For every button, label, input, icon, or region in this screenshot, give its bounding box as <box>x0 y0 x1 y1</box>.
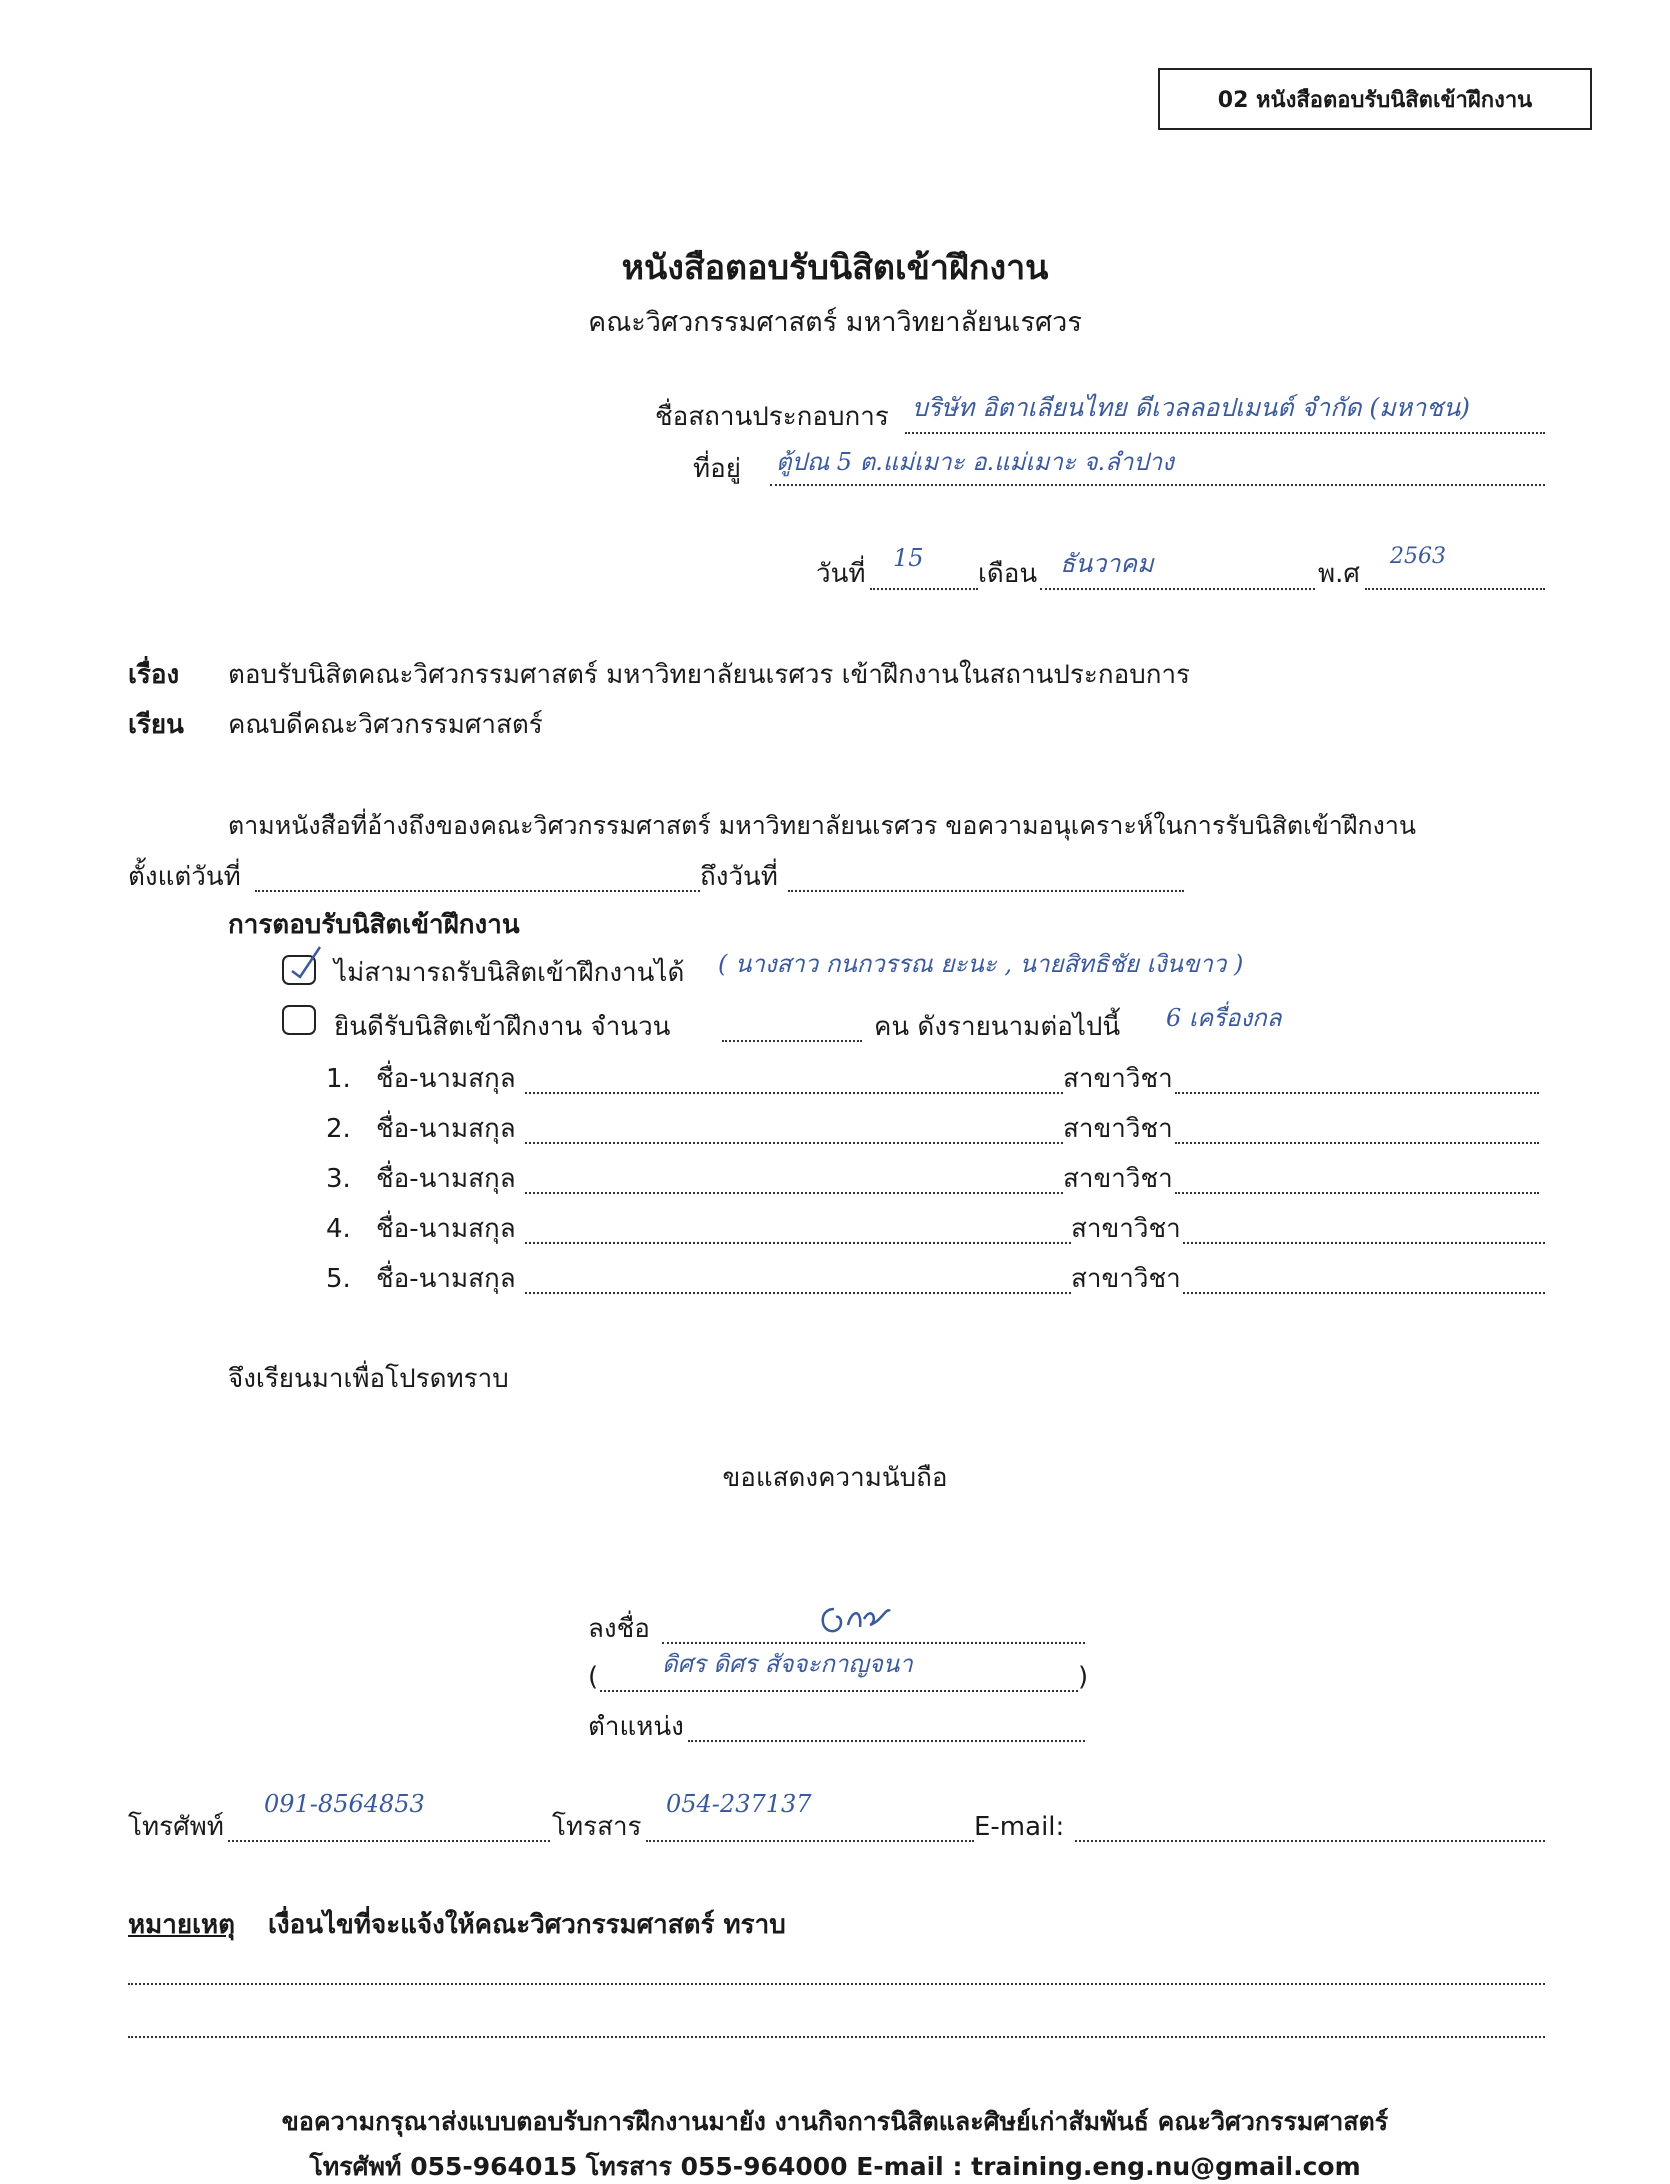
fax-label: โทรสาร <box>552 1812 642 1842</box>
from-date-line <box>255 890 700 892</box>
footer-line1: ขอความกรุณาส่งแบบตอบรับการฝึกงานมายัง งานกิจการนิสิตและศิษย์เก่าสัมพันธ์ คณะวิศวกรรมศาสตร์ <box>281 2107 1389 2136</box>
remark-line[interactable] <box>128 1983 1545 1985</box>
row-number: 3. <box>326 1164 351 1194</box>
phone-value[interactable]: 091-8564853 <box>264 1790 425 1818</box>
date-year-label: พ.ศ <box>1318 559 1360 589</box>
closing-regards: ขอแสดงความนับถือ <box>722 1463 948 1493</box>
remark-label: หมายเหตุ <box>128 1910 236 1940</box>
position-label: ตำแหน่ง <box>588 1712 684 1742</box>
to-text: คณบดีคณะวิศวกรรมศาสตร์ <box>228 710 543 740</box>
remark-text: เงื่อนไขที่จะแจ้งให้คณะวิศวกรรมศาสตร์ ทราบ <box>268 1910 786 1940</box>
email-label: E-mail: <box>974 1812 1065 1842</box>
row-name-label: ชื่อ-นามสกุล <box>376 1064 516 1094</box>
row-major-line[interactable] <box>1175 1142 1539 1144</box>
accept-unit-label: คน ดังรายนามต่อไปนี้ <box>874 1012 1121 1042</box>
date-day-label: วันที่ <box>816 559 866 589</box>
subject-label: เรื่อง <box>128 660 180 690</box>
date-month-line <box>1040 588 1315 590</box>
row-major-label: สาขาวิชา <box>1071 1214 1181 1244</box>
document-code: 02 หนังสือตอบรับนิสิตเข้าฝึกงาน <box>1217 87 1533 113</box>
signer-name[interactable]: ดิศร ดิศร สัจจะกาญจนา <box>662 1650 913 1678</box>
row-major-label: สาขาวิชา <box>1063 1164 1173 1194</box>
accept-option-label: ยินดีรับนิสิตเข้าฝึกงาน จำนวน <box>334 1012 671 1042</box>
signer-name-line <box>600 1690 1078 1692</box>
row-major-line[interactable] <box>1183 1292 1545 1294</box>
address-value[interactable]: ตู้ปณ 5 ต.แม่เมาะ อ.แม่เมาะ จ.ลำปาง <box>776 448 1174 476</box>
address-line <box>770 484 1545 486</box>
document-code-box <box>1158 68 1592 130</box>
check-mark-icon <box>286 943 326 983</box>
row-name-label: ชื่อ-นามสกุล <box>376 1264 516 1294</box>
row-name-line[interactable] <box>525 1242 1071 1244</box>
to-date-label: ถึงวันที่ <box>700 862 778 892</box>
row-name-line[interactable] <box>525 1142 1063 1144</box>
fax-line <box>646 1840 974 1842</box>
row-name-label: ชื่อ-นามสกุล <box>376 1114 516 1144</box>
from-date-label: ตั้งแต่วันที่ <box>128 862 241 892</box>
date-month-label: เดือน <box>978 559 1038 589</box>
row-name-label: ชื่อ-นามสกุล <box>376 1164 516 1194</box>
date-day-line <box>870 588 978 590</box>
company-name-line <box>905 432 1545 434</box>
fax-value[interactable]: 054-237137 <box>666 1790 812 1818</box>
position-line[interactable] <box>688 1740 1085 1742</box>
subject-text: ตอบรับนิสิตคณะวิศวกรรมศาสตร์ มหาวิทยาลัยนเรศวร เข้าฝึกงานในสถานประกอบการ <box>228 660 1191 690</box>
closing-inform: จึงเรียนมาเพื่อโปรดทราบ <box>228 1364 509 1394</box>
sign-label: ลงชื่อ <box>588 1614 650 1644</box>
row-major-line[interactable] <box>1175 1092 1539 1094</box>
company-name-value[interactable]: บริษัท อิตาเลียนไทย ดีเวลลอปเมนต์ จำกัด (มหาชน) <box>912 393 1470 422</box>
body-paragraph-line1: ตามหนังสือที่อ้างถึงของคณะวิศวกรรมศาสตร์ มหาวิทยาลัยนเรศวร ขอความอนุเคราะห์ในการรับนิสิตเข้าฝึกงาน <box>228 811 1416 840</box>
to-label: เรียน <box>128 710 184 740</box>
open-paren: ( <box>588 1662 599 1692</box>
row-number: 4. <box>326 1214 351 1244</box>
row-name-line[interactable] <box>525 1192 1063 1194</box>
row-major-line[interactable] <box>1183 1242 1545 1244</box>
row-name-label: ชื่อ-นามสกุล <box>376 1214 516 1244</box>
document-title: หนังสือตอบรับนิสิตเข้าฝึกงาน <box>621 248 1049 288</box>
row-major-label: สาขาวิชา <box>1063 1064 1173 1094</box>
date-day-value[interactable]: 15 <box>893 544 924 572</box>
row-name-line[interactable] <box>525 1292 1071 1294</box>
row-major-label: สาขาวิชา <box>1071 1264 1181 1294</box>
to-date-line <box>788 890 1184 892</box>
close-paren: ) <box>1078 1662 1089 1692</box>
footer-line2: โทรศัพท์ 055-964015 โทรสาร 055-964000 E-mail : training.eng.nu@gmail.com <box>309 2152 1361 2181</box>
row-number: 1. <box>326 1064 351 1094</box>
signature-icon <box>812 1595 902 1645</box>
reject-option-label: ไม่สามารถรับนิสิตเข้าฝึกงานได้ <box>334 958 685 988</box>
email-line[interactable] <box>1075 1840 1545 1842</box>
accept-count-line <box>722 1040 862 1042</box>
phone-line <box>228 1840 550 1842</box>
date-year-value[interactable]: 2563 <box>1390 544 1446 569</box>
row-major-label: สาขาวิชา <box>1063 1114 1173 1144</box>
phone-label: โทรศัพท์ <box>128 1812 224 1842</box>
document-subtitle: คณะวิศวกรรมศาสตร์ มหาวิทยาลัยนเรศวร <box>588 307 1082 338</box>
company-name-label: ชื่อสถานประกอบการ <box>655 402 889 432</box>
row-number: 2. <box>326 1114 351 1144</box>
response-heading: การตอบรับนิสิตเข้าฝึกงาน <box>228 910 520 940</box>
reject-note-major[interactable]: 6 เครื่องกล <box>1166 1004 1282 1032</box>
remark-line[interactable] <box>128 2036 1545 2038</box>
row-major-line[interactable] <box>1175 1192 1539 1194</box>
address-label: ที่อยู่ <box>693 454 741 484</box>
reject-note[interactable]: ( นางสาว กนกวรรณ ยะนะ , นายสิทธิชัย เงินขาว ) <box>718 950 1244 978</box>
row-name-line[interactable] <box>525 1092 1063 1094</box>
row-number: 5. <box>326 1264 351 1294</box>
accept-checkbox[interactable] <box>282 1005 316 1035</box>
reject-checkbox[interactable] <box>282 955 316 985</box>
date-year-line <box>1365 588 1545 590</box>
date-month-value[interactable]: ธันวาคม <box>1060 549 1154 578</box>
